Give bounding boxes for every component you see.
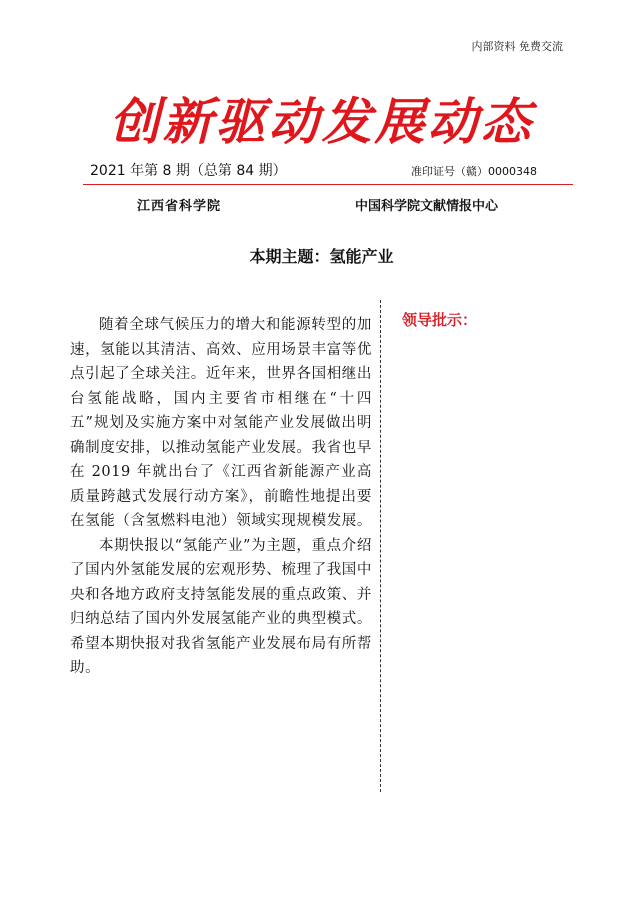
- publisher-name: 江西省科学院: [137, 199, 222, 214]
- distribution-note: 内部资料 免费交流: [471, 40, 563, 53]
- issue-number: 2021 年第 8 期（总第 84 期）: [90, 163, 287, 179]
- leader-comment-label: 领导批示：: [402, 311, 478, 329]
- header-rule: [83, 184, 573, 185]
- column-divider: [380, 300, 381, 792]
- body-text: [70, 313, 372, 681]
- masthead-title: 创新驱动发展动态: [109, 92, 534, 151]
- permit-number: 准印证号（赣）0000348: [411, 165, 537, 178]
- issue-topic: 本期主题：氢能产业: [249, 247, 394, 266]
- compiler-name: 中国科学院文献情报中心: [355, 199, 499, 214]
- body-paragraph: 随着全球气候压力的增大和能源转型的加速，氢能以其清洁、高效、应用场景丰富等优点引起了全球关注。近年来，世界各国相继出台氢能战略，国内主要省市相继在“十四五”规划及实施方案中对氢能产业发展做出明确制度安排，以推动氢能产业发展。我省也早在 2019 年就出台了《江西省新能源产业高质量跨越式发展行动方案》，前瞻性地提出要在氢能（含氢燃料电池）领域实现规模发展。: [70, 317, 372, 529]
- body-paragraph: 本期快报以“氢能产业”为主题，重点介绍了国内外氢能发展的宏观形势、梳理了我国中央和各地方政府支持氢能发展的重点政策、并归纳总结了国内外发展氢能产业的典型模式。希望本期快报对我省氢能产业发展布局有所帮助。: [70, 537, 372, 676]
